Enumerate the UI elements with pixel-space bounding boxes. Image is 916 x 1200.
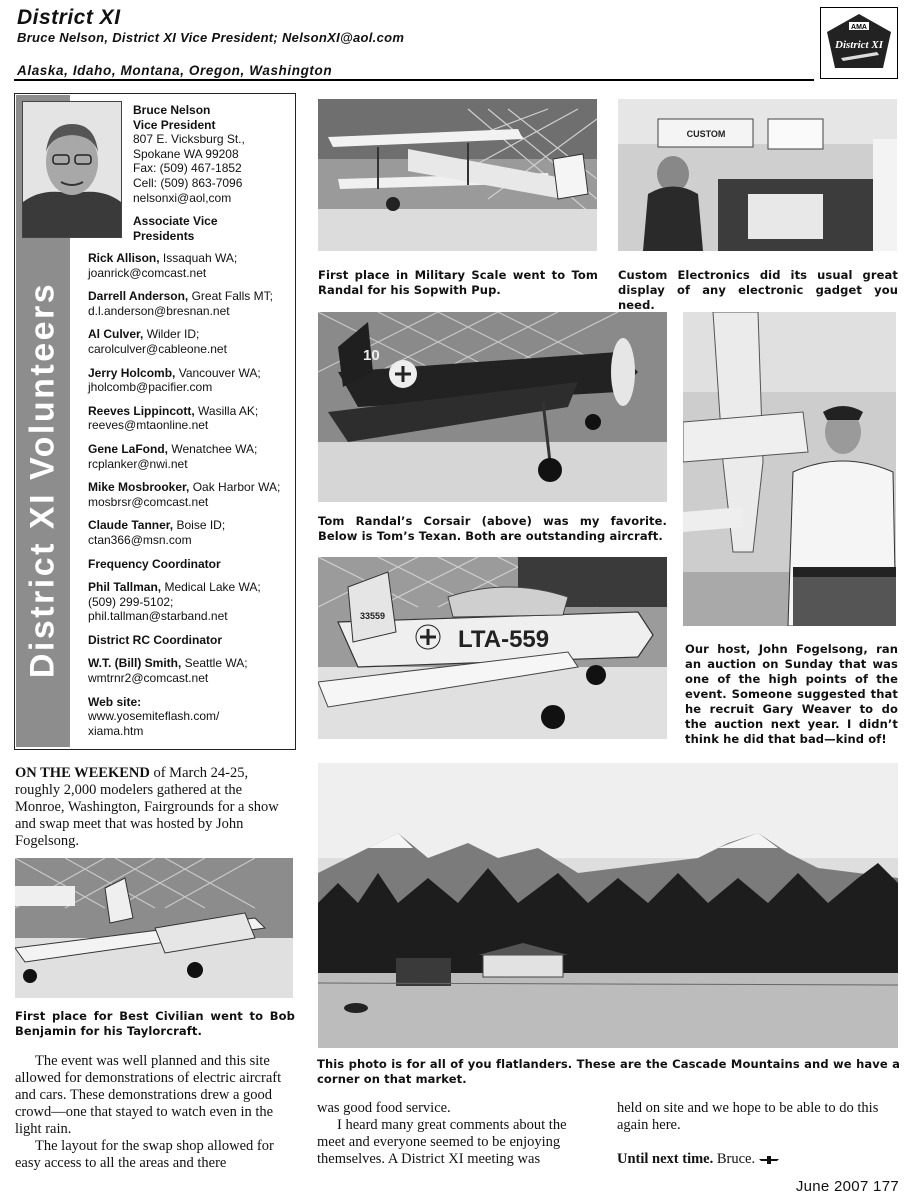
district-states: Alaska, Idaho, Montana, Oregon, Washington (17, 63, 333, 78)
list-item (88, 366, 291, 395)
texan-code-text: LTA-559 (458, 626, 550, 653)
rc-location: Seattle WA; (181, 656, 248, 671)
web-url-line1[interactable]: www.yosemiteflash.com/ (88, 709, 220, 724)
article-column-right (617, 1100, 900, 1168)
electronics-photo (618, 99, 897, 251)
avp-name: Rick Allison, (88, 251, 160, 265)
freq-name: Phil Tallman, (88, 580, 162, 595)
avp-location: Wilder ID; (143, 327, 200, 342)
list-item (88, 480, 291, 509)
web-url-line2[interactable]: xiama.htm (88, 723, 144, 738)
avp-heading-line1: Associate Vice (133, 214, 218, 229)
avp-email[interactable]: ctan366@msn.com (88, 532, 192, 547)
article-column-middle (317, 1100, 595, 1168)
auction-caption: Our host, John Fogelsong, ran an auction on Sunday that was one of the high points of the event. Someone suggested that he recruit Gary Weaver to do the auction next year. I didn’t think he did that bad—kind of! (685, 642, 898, 746)
sopwith-caption: First place in Military Scale went to Tom Randal for his Sopwith Pup. (318, 268, 598, 297)
avp-name: Mike Mosbrooker, (88, 480, 190, 495)
freq-phone: (509) 299-5102; (88, 594, 174, 609)
vp-address-line2: Spokane WA 99208 (133, 146, 239, 161)
avp-name: Darrell Anderson, (88, 289, 189, 304)
avp-location: Vancouver WA; (175, 365, 261, 380)
volunteer-list (88, 251, 291, 747)
list-item (88, 327, 291, 356)
vp-title: Vice President (133, 117, 216, 132)
avp-location: Issaquah WA; (159, 251, 238, 265)
list-item (88, 251, 291, 280)
signoff-text: Until next time. (617, 1151, 714, 1167)
vp-fax: Fax: (509) 467-1852 (133, 161, 242, 176)
list-item (88, 695, 291, 739)
vp-cell: Cell: (509) 863-7096 (133, 175, 243, 190)
vp-address-line1: 807 E. Vicksburg St., (133, 132, 245, 147)
signature-text: Bruce. (716, 1151, 756, 1167)
article-paragraph: The event was well planned and this site allowed for demonstrations of electric aircraft and cars. These demonstrations drew a good crowd—one that stayed to watch even in the light rain. (15, 1053, 282, 1137)
ama-mark-icon (759, 1151, 779, 1167)
corsair-caption: Tom Randal’s Corsair (above) was my favorite. Below is Tom’s Texan. Both are outstanding aircraft. (318, 514, 667, 543)
logo-ama-text: AMA (851, 24, 867, 31)
avp-location: Great Falls MT; d.l.anderson@bresnan.net (88, 289, 273, 318)
avp-location: Boise ID; (173, 518, 226, 533)
avp-name: Jerry Holcomb, (88, 365, 176, 380)
list-item (88, 580, 291, 624)
avp-location: Oak Harbor WA; mosbrsr@comcast.net (88, 480, 281, 509)
taylorcraft-photo (15, 858, 293, 998)
avp-email[interactable]: reeves@mtaonline.net (88, 418, 209, 433)
list-item (88, 518, 291, 547)
rc-heading: District RC Coordinator (88, 632, 223, 647)
vp-contact (133, 103, 293, 243)
page-title: District XI (17, 6, 121, 29)
avp-email[interactable]: carolculver@cableone.net (88, 341, 227, 356)
corsair-number-text: 10 (363, 347, 380, 364)
list-item (88, 289, 291, 318)
avp-location: Wenatchee WA; (168, 441, 258, 456)
cascade-mountains-photo (318, 763, 898, 1048)
vp-email[interactable]: nelsonxi@aol,com (133, 190, 232, 205)
taylorcraft-caption: First place for Best Civilian went to Bob Benjamin for his Taylorcraft. (15, 1009, 295, 1038)
avp-email[interactable]: jholcomb@pacifier.com (88, 380, 213, 395)
electronics-caption: Custom Electronics did its usual great display of any electronic gadget you need. (618, 268, 898, 312)
rc-email[interactable]: wmtrnr2@comcast.net (88, 671, 209, 686)
booth-sign-text: CUSTOM (686, 129, 726, 139)
volunteers-vertical-title: District XI Volunteers (23, 281, 62, 679)
freq-email[interactable]: phil.tallman@starband.net (88, 609, 228, 624)
rc-name: W.T. (Bill) Smith, (88, 656, 182, 671)
list-item (88, 656, 291, 685)
avp-heading-line2: Presidents (133, 228, 195, 243)
avp-name: Gene LaFond, (88, 441, 169, 456)
article-intro-text: of March 24-25, roughly 2,000 modelers gathered at the Monroe, Washington, Fairgrounds for a show and swap meet that was hosted by John Fogelsong. (15, 765, 279, 849)
freq-location: Medical Lake WA; (161, 580, 261, 595)
logo-district-text: District XI (835, 39, 883, 51)
article-paragraph: I heard many great comments about the meet and everyone seemed to be enjoying themselves. A District XI meeting was (317, 1117, 567, 1167)
page-subtitle: Bruce Nelson, District XI Vice President; NelsonXI@aol.com (17, 30, 405, 45)
avp-location: Wasilla AK; (194, 403, 259, 418)
avp-email[interactable]: rcplanker@nwi.net (88, 456, 188, 471)
article-intro (15, 765, 295, 850)
header-rule (14, 79, 814, 81)
page-footer: June 2007 177 (795, 1178, 899, 1195)
article-paragraph-cont: held on site and we hope to be able to do this again here. (617, 1100, 879, 1133)
list-item (88, 442, 291, 471)
list-item (88, 404, 291, 433)
texan-tail-text: 33559 (360, 611, 386, 621)
ama-district-logo (820, 7, 898, 79)
texan-photo (318, 557, 667, 739)
frequency-heading: Frequency Coordinator (88, 556, 221, 571)
vp-name: Bruce Nelson (133, 103, 211, 117)
sopwith-photo (318, 99, 597, 251)
article-paragraph: The layout for the swap shop allowed for easy access to all the areas and there (15, 1138, 274, 1171)
article-lead: ON THE WEEKEND (15, 765, 150, 781)
avp-name: Al Culver, (88, 327, 144, 342)
web-heading: Web site: (88, 694, 142, 709)
avp-email[interactable]: joanrick@comcast.net (88, 265, 207, 280)
avp-name: Claude Tanner, (88, 518, 174, 533)
mountains-caption: This photo is for all of you flatlanders. These are the Cascade Mountains and we have a corner on that market. (317, 1057, 900, 1086)
article-column-left (15, 1053, 290, 1172)
auction-photo (683, 312, 896, 626)
corsair-photo (318, 312, 667, 502)
vp-portrait (22, 101, 122, 238)
avp-name: Reeves Lippincott, (88, 403, 195, 418)
article-paragraph-cont: was good food service. (317, 1100, 451, 1116)
